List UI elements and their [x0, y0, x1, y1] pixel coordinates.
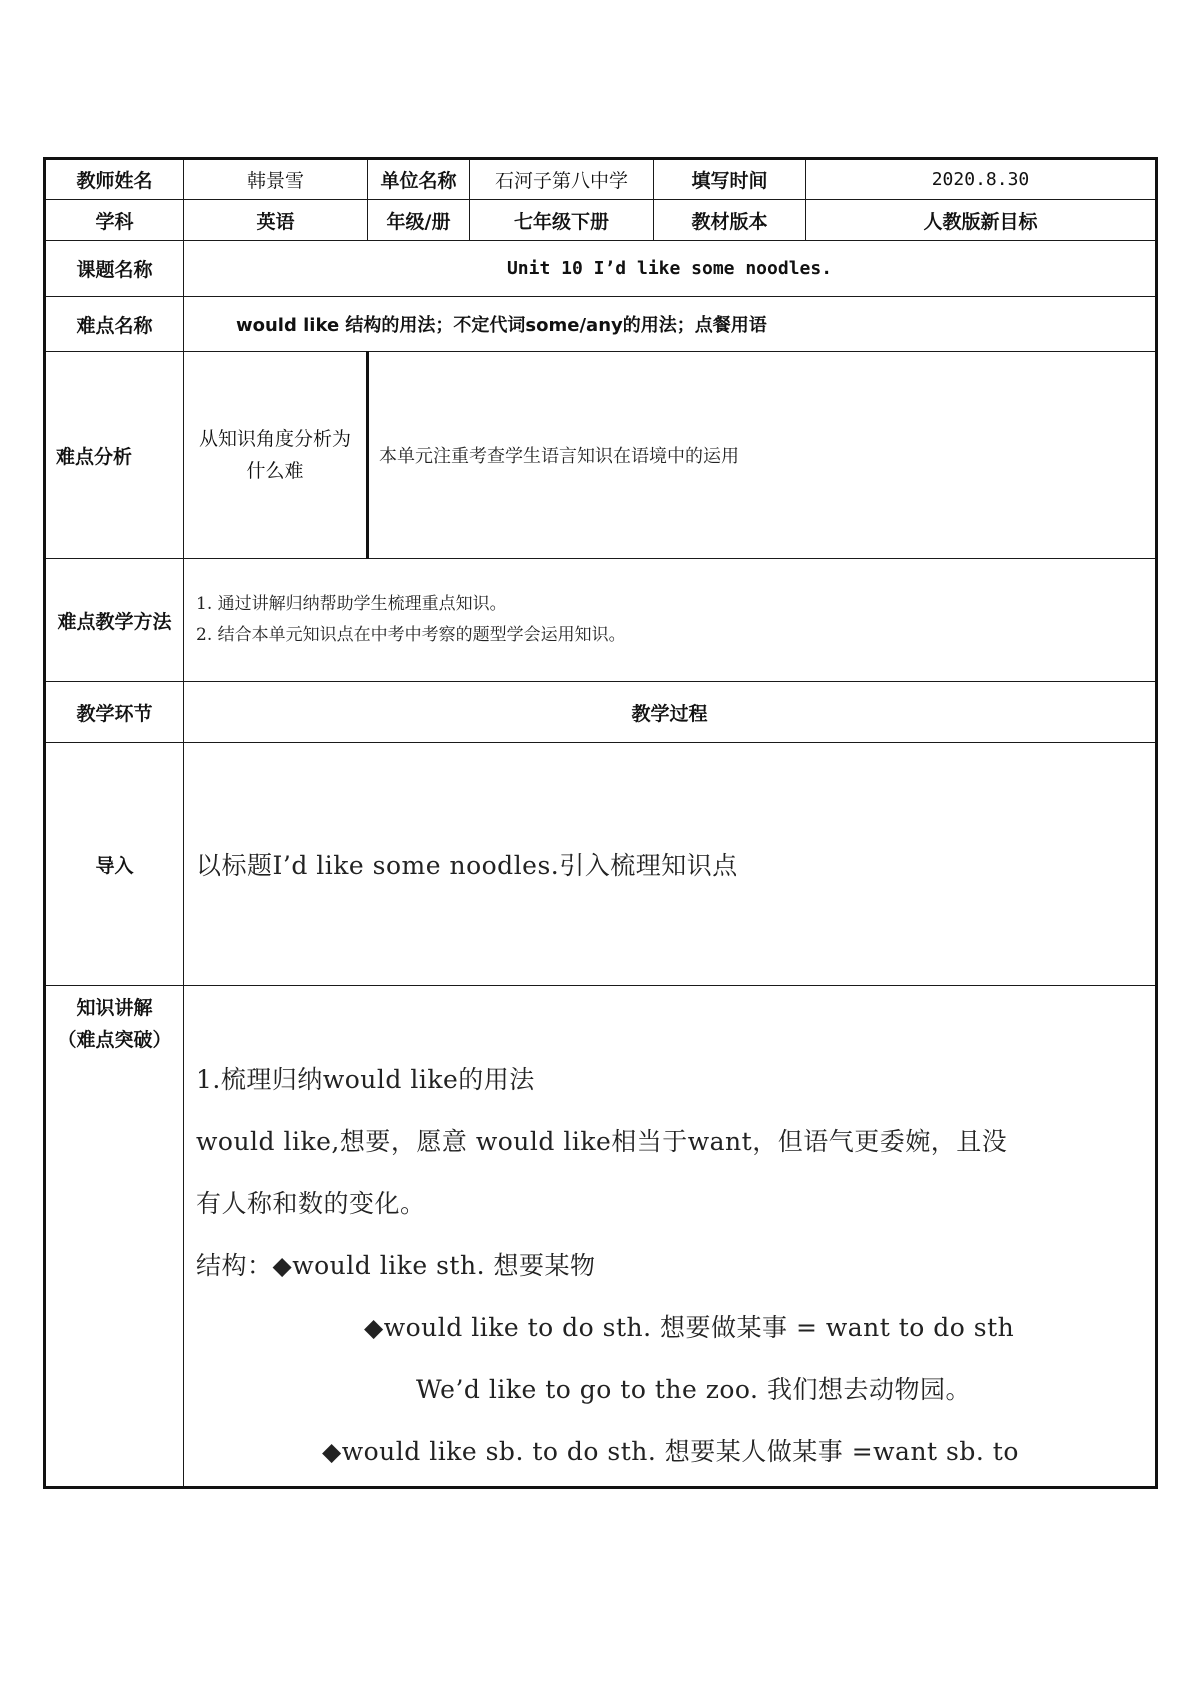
method-row — [45, 559, 1157, 682]
fill-date-value: 2020.8.30 — [806, 159, 1157, 200]
knowledge-label-line-1: 知识讲解 — [76, 997, 153, 1019]
method-label: 难点教学方法 — [45, 559, 184, 682]
knowledge-line-2: would like,想要，愿意 would like相当于want，但语气更委婉，且没 — [196, 1127, 1008, 1156]
unit-name-label: 单位名称 — [368, 159, 470, 200]
method-list — [184, 559, 1157, 682]
unit-name-value: 石河子第八中学 — [470, 159, 654, 200]
stage-label: 教学环节 — [45, 682, 184, 743]
topic-row — [45, 241, 1157, 297]
teacher-name-value: 韩景雪 — [184, 159, 368, 200]
analysis-row — [45, 352, 1157, 559]
knowledge-line-5: ◆would like to do sth. 想要做某事 = want to do sth — [364, 1313, 1015, 1342]
knowledge-line-6: We’d like to go to the zoo. 我们想去动物园。 — [416, 1375, 971, 1404]
topic-label: 课题名称 — [45, 241, 184, 297]
lesson-plan-table — [43, 157, 1158, 1489]
grade-label: 年级/册 — [368, 200, 470, 241]
fill-date-label: 填写时间 — [654, 159, 806, 200]
analysis-label: 难点分析 — [45, 352, 184, 559]
edition-label: 教材版本 — [654, 200, 806, 241]
edition-value: 人教版新目标 — [806, 200, 1157, 241]
knowledge-line-4: 结构：◆would like sth. 想要某物 — [196, 1251, 596, 1280]
intro-row — [45, 743, 1157, 986]
knowledge-row — [45, 986, 1157, 1488]
method-item-2: 2. 结合本单元知识点在中考中考察的题型学会运用知识。 — [196, 625, 626, 645]
topic-value: Unit 10 I’d like some noodles. — [184, 241, 1157, 297]
header-row-1 — [45, 159, 1157, 200]
header-row-2 — [45, 200, 1157, 241]
difficulty-label: 难点名称 — [45, 297, 184, 352]
subject-label: 学科 — [45, 200, 184, 241]
method-item-1: 1. 通过讲解归纳帮助学生梳理重点知识。 — [196, 594, 507, 614]
analysis-value: 本单元注重考查学生语言知识在语境中的运用 — [368, 352, 1157, 559]
difficulty-row — [45, 297, 1157, 352]
knowledge-line-7: ◆would like sb. to do sth. 想要某人做某事 =want sb. to — [322, 1437, 1019, 1466]
knowledge-line-3: 有人称和数的变化。 — [196, 1189, 426, 1218]
process-label: 教学过程 — [184, 682, 1157, 743]
subject-value: 英语 — [184, 200, 368, 241]
intro-label: 导入 — [45, 743, 184, 986]
analysis-sub-label: 从知识角度分析为什么难 — [184, 352, 368, 559]
knowledge-label-line-2: （难点突破） — [57, 1029, 172, 1051]
difficulty-value: would like 结构的用法；不定代词some/any的用法；点餐用语 — [184, 297, 1157, 352]
knowledge-line-1: 1.梳理归纳would like的用法 — [196, 1065, 535, 1094]
knowledge-content — [184, 986, 1157, 1488]
grade-value: 七年级下册 — [470, 200, 654, 241]
intro-text: 以标题I’d like some noodles.引入梳理知识点 — [184, 743, 1157, 986]
knowledge-label — [45, 986, 184, 1488]
teacher-name-label: 教师姓名 — [45, 159, 184, 200]
process-header-row — [45, 682, 1157, 743]
